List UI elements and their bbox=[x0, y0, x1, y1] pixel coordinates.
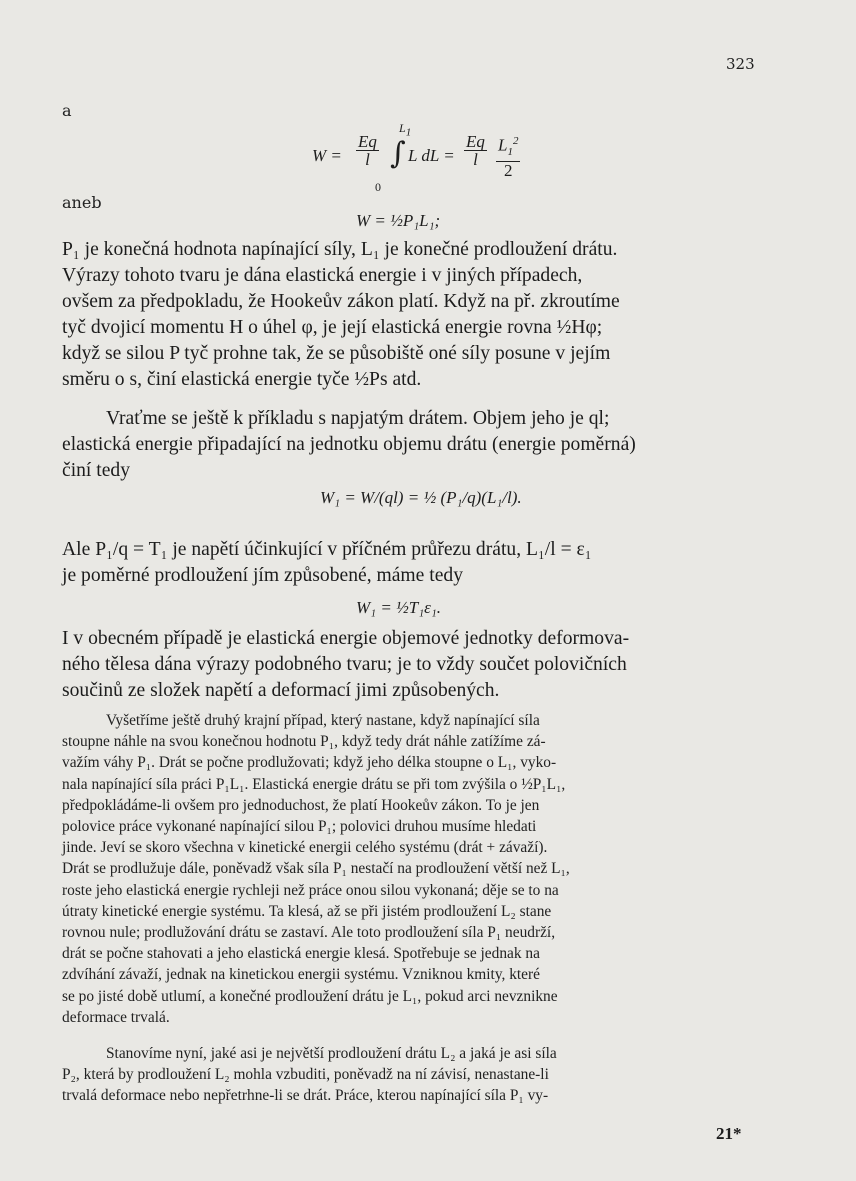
equation-energy-integral: W = $\frac{Eq}{l}$ ∫ $L_1$ 0 L dL = $\frac{Eq}{l}$ $\frac{L_1^2}{2}$ bbox=[312, 121, 519, 194]
s2-line: Stanovíme nyní, jaké asi je největší prodloužení drátu L₂ a jaká je asi síla bbox=[106, 1045, 557, 1062]
s1-line: rovnou nule; prodlužování drátu se zastaví. Ale toto prodloužení síla P₁ neudrží, bbox=[62, 924, 556, 942]
p4-line: I v obecném případě je elastická energie objemové jednotky deformova- bbox=[62, 628, 630, 649]
s1-line: útraty kinetické energie systému. Ta klesá, až se při jistém prodloužení L₂ stane bbox=[62, 902, 552, 920]
equation-w1-fraction: W₁ = W/(ql) = ½ (P₁/q)(L₁/l). bbox=[320, 488, 522, 507]
small-paragraph-1 bbox=[62, 710, 784, 1028]
s2-line: trvalá deformace nebo nepřetrhne-li se drát. Práce, kterou napínající síla P₁ vy- bbox=[62, 1087, 549, 1105]
equation-half-p1l1: W = ½P₁L₁; bbox=[356, 211, 441, 230]
word-a: a bbox=[62, 101, 72, 120]
s1-line: předpokládáme-li ovšem pro jednoduchost, že platí Hookeův zákon. To je jen bbox=[62, 796, 540, 814]
s1-line: polovice práce vykonané napínající silou P₁; polovici druhou musíme hledati bbox=[62, 818, 537, 836]
page-number: 323 bbox=[726, 55, 755, 73]
paragraph-1 bbox=[62, 237, 784, 392]
s1-line: zdvíhání závaží, jednak na kinetickou energii systému. Vzniknou kmity, které bbox=[62, 966, 540, 984]
p4-line: ného tělesa dána výrazy podobného tvaru; je to vždy součet polovičních bbox=[62, 653, 627, 675]
s1-line: se po jisté době utlumí, a konečné prodloužení drátu je L₁, pokud arci nevznikne bbox=[62, 987, 558, 1005]
s1-line: deformace trvalá. bbox=[62, 1008, 170, 1026]
p2-line: Vraťme se ještě k příkladu s napjatým drátem. Objem jeho je ql; bbox=[106, 408, 610, 429]
s1-line: Drát se prodlužuje dále, poněvadž však síla P₁ nestačí na prodloužení větší než L₁, bbox=[62, 860, 570, 878]
p1-line: Výrazy tohoto tvaru je dána elastická energie i v jiných případech, bbox=[62, 264, 583, 286]
s1-line: drát se počne stahovati a jeho elastická energie klesá. Spotřebuje se jednak na bbox=[62, 945, 540, 963]
s1-line: važím váhy P₁. Drát se počne prodlužovati; když jeho délka stoupne o L₁, vyko- bbox=[62, 754, 557, 772]
paragraph-4 bbox=[62, 626, 784, 704]
p3-line: Ale P₁/q = T₁ je napětí účinkující v příčném průřezu drátu, L₁/l = ε₁ bbox=[62, 539, 592, 560]
s1-line: Vyšetříme ještě druhý krajní případ, který nastane, když napínající síla bbox=[106, 712, 540, 729]
word-aneb: aneb bbox=[62, 193, 102, 212]
equation-w1-t1: W₁ = ½T₁ε₁. bbox=[356, 598, 442, 617]
p1-line: tyč dvojicí momentu H o úhel φ, je její elastická energie rovna ½Hφ; bbox=[62, 316, 603, 338]
p1-line: P₁ je konečná hodnota napínající síly, L₁ je konečné prodloužení drátu. bbox=[62, 239, 618, 260]
p1-line: ovšem za předpokladu, že Hookeův zákon platí. Když na př. zkroutíme bbox=[62, 290, 620, 312]
paragraph-3 bbox=[62, 537, 784, 589]
paragraph-2 bbox=[62, 406, 784, 484]
p2-line: elastická energie připadající na jednotku objemu drátu (energie poměrná) bbox=[62, 433, 636, 455]
small-paragraph-2 bbox=[62, 1043, 784, 1107]
p2-line: činí tedy bbox=[62, 459, 131, 481]
p3-line: je poměrné prodloužení jím způsobené, máme tedy bbox=[62, 564, 464, 586]
s1-line: stoupne náhle na svou konečnou hodnotu P₁, když tedy drát náhle zatížíme zá- bbox=[62, 733, 546, 751]
s1-line: jinde. Jeví se skoro všechna v kinetické energii celého systému (drát + závaží). bbox=[62, 839, 548, 857]
s1-line: nala napínající síla práci P₁L₁. Elastická energie drátu se při tom zvýšila o ½P₁L₁, bbox=[62, 775, 566, 793]
s1-line: roste jeho elastická energie rychleji než práce onou silou vykonaná; děje se to na bbox=[62, 881, 559, 899]
signature-mark: 21* bbox=[716, 1124, 742, 1143]
s2-line: P₂, která by prodloužení L₂ mohla vzbuditi, poněvadž na ní závisí, nenastane-li bbox=[62, 1066, 549, 1084]
p1-line: směru o s, činí elastická energie tyče ½Ps atd. bbox=[62, 368, 422, 390]
p4-line: součinů ze složek napětí a deformací jimi způsobených. bbox=[62, 679, 500, 701]
p1-line: když se silou P tyč prohne tak, že se působiště oné síly posune v jejím bbox=[62, 342, 611, 364]
